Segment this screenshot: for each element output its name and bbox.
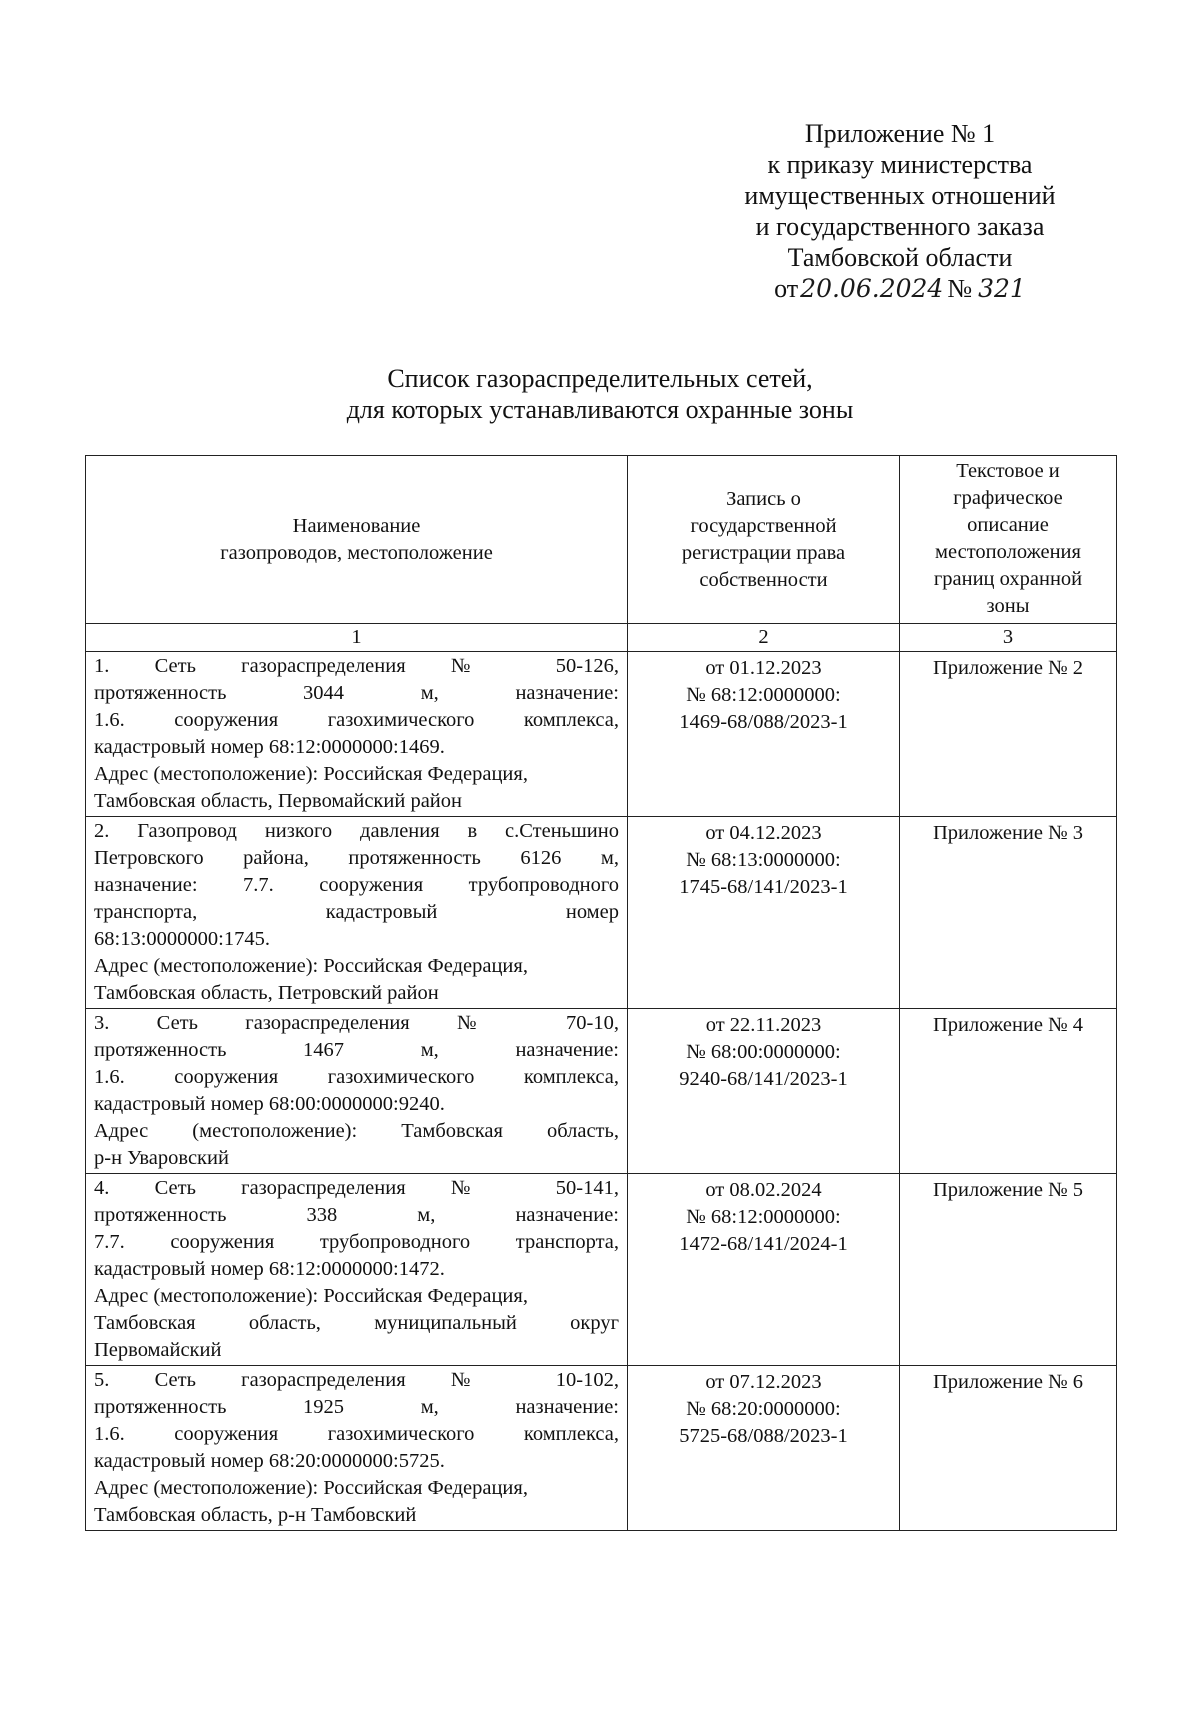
title-line-2: для которых устанавливаются охранные зоны <box>346 395 854 424</box>
appendix-title: Приложение № 1 <box>804 119 996 148</box>
row-appendix-ref: Приложение № 3 <box>900 817 1117 1009</box>
row-appendix-ref: Приложение № 5 <box>900 1174 1117 1366</box>
column-number-2: 2 <box>628 624 900 652</box>
table-row <box>86 1174 1117 1366</box>
header-boundary-description: Текстовое и графическое описание местоположения границ охранной зоны <box>900 456 1117 624</box>
document-title <box>100 363 1100 425</box>
gas-networks-table <box>85 455 1117 1531</box>
from-label: от <box>774 274 799 303</box>
row-description: 2. Газопровод низкого давления в с.Стеньшино Петровского района, протяженность 6126 м, назначение: 7.7. сооружения трубопроводного транспорта, кадастровый номер 68:13:0000000:1745. Адрес (местоположение): Российская Федерация, Тамбовская область, Петровский район <box>86 817 628 1009</box>
column-number-row <box>86 624 1117 652</box>
number-label: № <box>947 274 973 303</box>
row-registration: от 04.12.2023 № 68:13:0000000: 1745-68/141/2023-1 <box>628 817 900 1009</box>
appendix-date-number-line <box>680 273 1120 304</box>
header-registration: Запись о государственной регистрации права собственности <box>628 456 900 624</box>
column-number-1: 1 <box>86 624 628 652</box>
appendix-ministry-line-2: и государственного заказа <box>755 212 1045 241</box>
header-name-location: Наименование газопроводов, местоположение <box>86 456 628 624</box>
row-registration: от 08.02.2024 № 68:12:0000000: 1472-68/141/2024-1 <box>628 1174 900 1366</box>
column-number-3: 3 <box>900 624 1117 652</box>
row-appendix-ref: Приложение № 6 <box>900 1366 1117 1531</box>
table-row <box>86 817 1117 1009</box>
appendix-region-line: Тамбовской области <box>787 243 1013 272</box>
row-appendix-ref: Приложение № 4 <box>900 1009 1117 1174</box>
row-description: 1. Сеть газораспределения № 50-126, протяженность 3044 м, назначение: 1.6. сооружения газохимического комплекса, кадастровый номер 68:12:0000000:1469. Адрес (местоположение): Российская Федерация, Тамбовская область, Первомайский район <box>86 652 628 817</box>
appendix-ministry-line: имущественных отношений <box>744 181 1056 210</box>
row-registration: от 07.12.2023 № 68:20:0000000: 5725-68/088/2023-1 <box>628 1366 900 1531</box>
table-row <box>86 652 1117 817</box>
row-appendix-ref: Приложение № 2 <box>900 652 1117 817</box>
row-description: 5. Сеть газораспределения № 10-102, протяженность 1925 м, назначение: 1.6. сооружения газохимического комплекса, кадастровый номер 68:20:0000000:5725. Адрес (местоположение): Российская Федерация, Тамбовская область, р-н Тамбовский <box>86 1366 628 1531</box>
handwritten-number: 321 <box>978 274 1026 303</box>
table-row <box>86 1009 1117 1174</box>
handwritten-date: 20.06.2024 <box>800 274 944 303</box>
appendix-order-line: к приказу министерства <box>767 150 1033 179</box>
row-registration: от 01.12.2023 № 68:12:0000000: 1469-68/088/2023-1 <box>628 652 900 817</box>
table-header-row <box>86 456 1117 624</box>
row-description: 3. Сеть газораспределения № 70-10, протяженность 1467 м, назначение: 1.6. сооружения газохимического комплекса, кадастровый номер 68:00:0000000:9240. Адрес (местоположение): Тамбовская область, р-н Уваровский <box>86 1009 628 1174</box>
title-line-1: Список газораспределительных сетей, <box>387 364 813 393</box>
table-row <box>86 1366 1117 1531</box>
row-registration: от 22.11.2023 № 68:00:0000000: 9240-68/141/2023-1 <box>628 1009 900 1174</box>
appendix-header <box>680 118 1120 304</box>
row-description: 4. Сеть газораспределения № 50-141, протяженность 338 м, назначение: 7.7. сооружения трубопроводного транспорта, кадастровый номер 68:12:0000000:1472. Адрес (местоположение): Российская Федерация, Тамбовская область, муниципальный округ Первомайский <box>86 1174 628 1366</box>
